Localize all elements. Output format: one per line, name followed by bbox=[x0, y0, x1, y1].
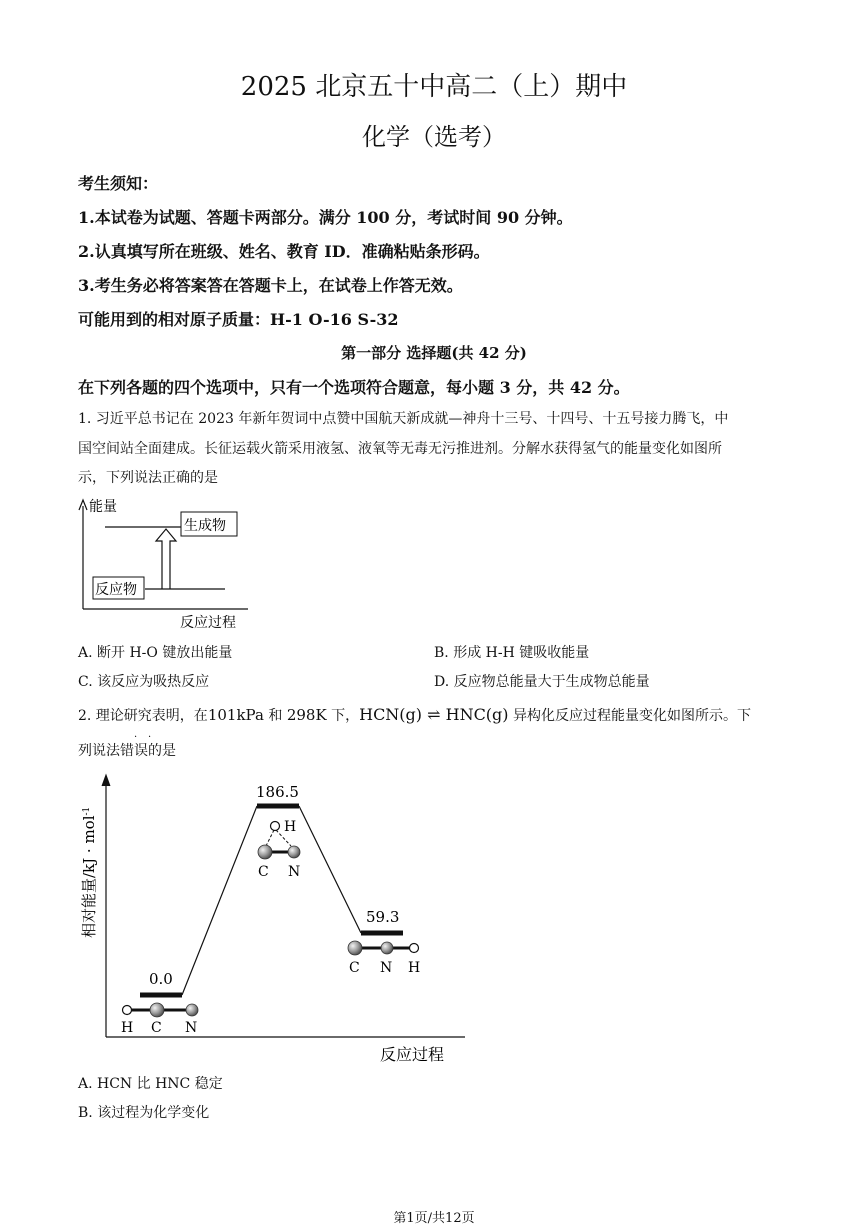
atom-label: H bbox=[408, 960, 421, 976]
atom-label: C bbox=[349, 960, 360, 976]
notice-heading: 考生须知： bbox=[78, 174, 159, 193]
atom-label: N bbox=[288, 864, 301, 880]
page-number: 第1页/共12页 bbox=[393, 1211, 475, 1226]
level-value: 186.5 bbox=[256, 783, 299, 801]
q1-energy-diagram bbox=[70, 494, 270, 634]
q1-option-a: A. 断开 H-O 键放出能量 bbox=[78, 645, 233, 661]
part1-instruction: 在下列各题的四个选项中，只有一个选项符合题意，每小题 3 分，共 42 分。 bbox=[78, 378, 630, 397]
hydrogen-atom bbox=[410, 944, 419, 953]
hydrogen-atom bbox=[271, 822, 280, 831]
atomic-mass-line: 可能用到的相对原子质量：H-1 O-16 S-32 bbox=[78, 310, 399, 329]
level-value: 0.0 bbox=[149, 970, 173, 988]
nitrogen-atom bbox=[381, 942, 393, 954]
hcn-molecule bbox=[121, 1003, 198, 1036]
q2-stem-part-e: 下， bbox=[326, 708, 360, 724]
atom-label: C bbox=[151, 1020, 162, 1036]
atom-label: N bbox=[380, 960, 393, 976]
page-title: 2025 北京五十中高二（上）期中 bbox=[240, 72, 628, 102]
path-up bbox=[182, 806, 257, 995]
q1-reactant-label: 反应物 bbox=[95, 582, 137, 598]
nitrogen-atom bbox=[186, 1004, 198, 1016]
q2-stem-line1 bbox=[78, 705, 751, 725]
q1-option-c: C. 该反应为吸热反应 bbox=[78, 674, 210, 690]
q1-stem-line3: 示，下列说法正确的是 bbox=[78, 470, 218, 486]
atom-label: H bbox=[284, 819, 297, 835]
q2-stem-line2 bbox=[78, 732, 176, 760]
nitrogen-atom bbox=[288, 846, 300, 858]
q1-product-label: 生成物 bbox=[184, 518, 226, 534]
q2-x-label: 反应过程 bbox=[380, 1045, 445, 1064]
transition-state-molecule bbox=[258, 819, 300, 880]
emphasis-dot: · bbox=[134, 732, 138, 743]
emphasis-dot: · bbox=[148, 732, 152, 743]
atom-label: C bbox=[258, 864, 269, 880]
q2-stem-part-f: 异构化反应过程能量变化如图所示。下 bbox=[508, 708, 751, 724]
path-down bbox=[299, 806, 361, 933]
q2-equation: HCN(g) ⇌ HNC(g) bbox=[359, 705, 509, 724]
q2-stem-part-a: 2. 理论研究表明，在 bbox=[78, 708, 208, 724]
q1-option-b: B. 形成 H-H 键吸收能量 bbox=[434, 645, 590, 661]
q2-y-axis-arrow bbox=[102, 775, 110, 786]
notice-item-2: 2.认真填写所在班级、姓名、教育 ID．准确粘贴条形码。 bbox=[78, 242, 490, 261]
level-value: 59.3 bbox=[366, 908, 400, 926]
q1-energy-arrow bbox=[156, 529, 176, 589]
q2-pressure: 101kPa bbox=[207, 706, 264, 724]
notice-item-3: 3.考生务必将答案答在答题卡上，在试卷上作答无效。 bbox=[78, 276, 463, 295]
q1-y-label: 能量 bbox=[89, 499, 117, 515]
q2-energy-diagram bbox=[70, 770, 480, 1070]
q1-stem-line2: 国空间站全面建成。长征运载火箭采用液氢、液氧等无毒无污推进剂。分解水获得氢气的能量变化如图所 bbox=[78, 441, 722, 457]
q2-option-a: A. HCN 比 HNC 稳定 bbox=[78, 1076, 223, 1092]
carbon-atom bbox=[258, 845, 272, 859]
q2-stem-part-c: 和 bbox=[263, 708, 287, 724]
q1-stem-line1: 1. 习近平总书记在 2023 年新年贺词中点赞中国航天新成就—神舟十三号、十四号、十五号接力腾飞，中 bbox=[78, 411, 729, 427]
q2-temperature: 298K bbox=[286, 706, 327, 724]
q2-y-label: 相对能量/kJ · mol$^{-1}$ bbox=[80, 806, 98, 938]
hydrogen-atom bbox=[123, 1006, 132, 1015]
carbon-atom bbox=[150, 1003, 164, 1017]
notice-item-1: 1.本试卷为试题、答题卡两部分。满分 100 分，考试时间 90 分钟。 bbox=[78, 208, 573, 227]
q1-option-d: D. 反应物总能量大于生成物总能量 bbox=[434, 674, 650, 690]
hnc-molecule bbox=[348, 941, 420, 976]
q1-x-label: 反应过程 bbox=[180, 615, 236, 631]
atom-label: H bbox=[121, 1020, 134, 1036]
part1-heading: 第一部分 选择题(共 42 分) bbox=[341, 344, 527, 362]
q2-stem-line2-text: 列说法错误的是 bbox=[78, 743, 176, 759]
atom-label: N bbox=[185, 1020, 198, 1036]
q2-option-b: B. 该过程为化学变化 bbox=[78, 1105, 210, 1121]
page-subtitle: 化学（选考） bbox=[362, 123, 506, 151]
carbon-atom bbox=[348, 941, 362, 955]
